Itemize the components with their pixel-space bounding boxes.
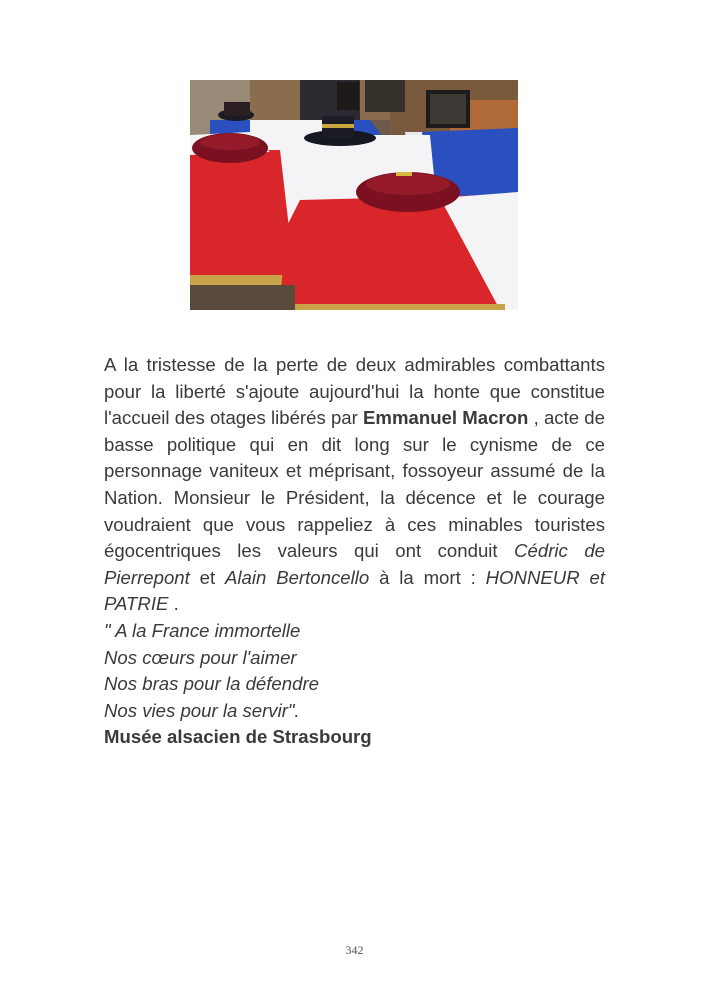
paragraph-and: et xyxy=(189,566,225,588)
poem-line-2: Nos cœurs pour l'aimer xyxy=(104,646,297,668)
ceremony-photo xyxy=(190,80,518,310)
page-number: 342 xyxy=(345,943,364,957)
soldier-name-1: Cédric de Pierrepont xyxy=(104,540,605,588)
main-paragraph xyxy=(104,352,605,618)
motto: HONNEUR et PATRIE xyxy=(104,566,605,615)
poem-line-4: Nos vies pour la servir". xyxy=(104,699,300,721)
paragraph-part-3: à la mort : xyxy=(369,566,486,588)
ceremony-photo-graphic xyxy=(190,80,518,310)
poem-line-1: " A la France immortelle xyxy=(104,619,301,641)
article-body xyxy=(104,352,605,751)
paragraph-end: . xyxy=(168,593,179,615)
source-line: Musée alsacien de Strasbourg xyxy=(104,726,372,748)
poem-line-3: Nos bras pour la défendre xyxy=(104,673,319,695)
paragraph-part-1: A la tristesse de la perte de deux admirables combattants pour la liberté s'ajoute aujourd'hui la honte que constitue l'accueil des otages libérés par xyxy=(104,354,605,429)
paragraph-part-2: , acte de basse politique qui en dit long sur le cynisme de ce personnage vaniteux et méprisant, fossoyeur assumé de la Nation. Monsieur le Président, la décence et le courage voudraient que vous rappeliez à ces minables touristes égocentriques les valeurs qui ont conduit xyxy=(104,407,605,562)
soldier-name-2: Alain Bertoncello xyxy=(225,566,370,588)
macron-name: Emmanuel Macron xyxy=(363,407,529,429)
